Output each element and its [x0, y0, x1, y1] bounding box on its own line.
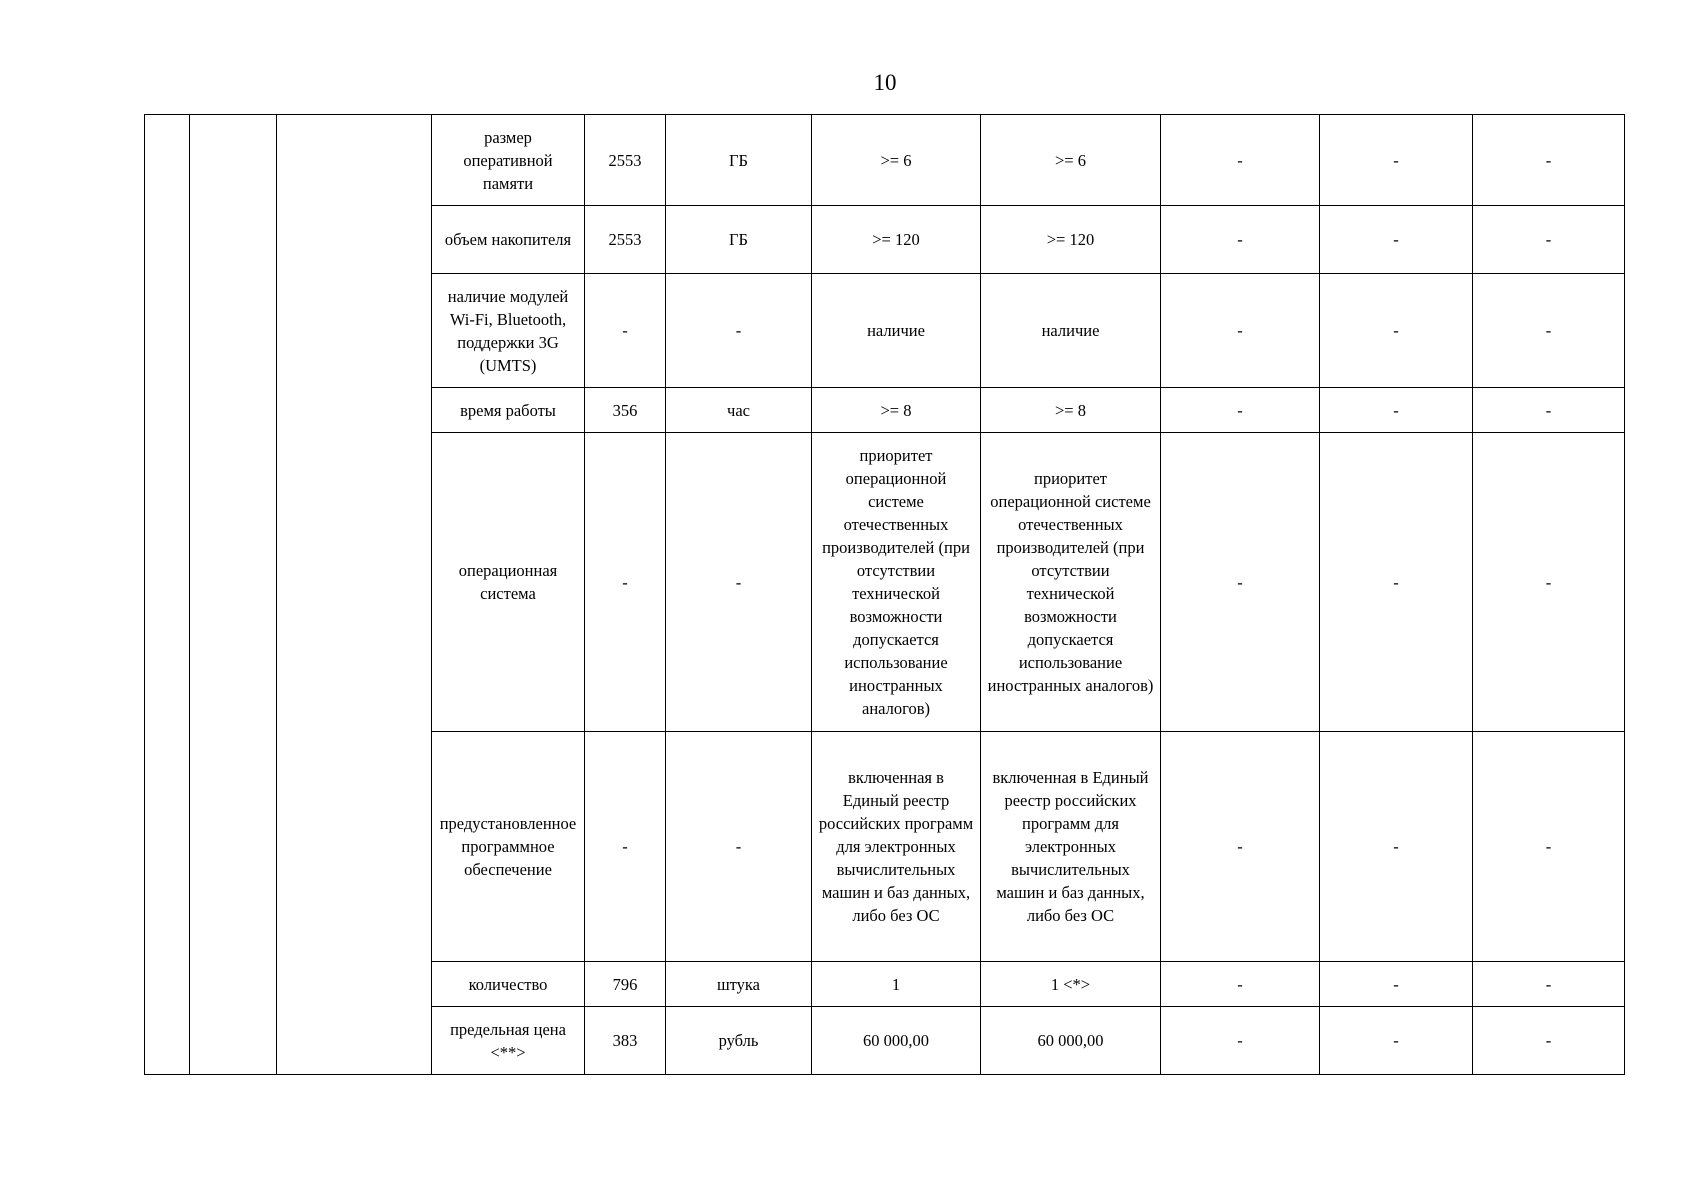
- characteristic-name: наличие модулей Wi-Fi, Bluetooth, поддержки 3G (UMTS): [432, 274, 585, 388]
- blank-cell-1: [145, 115, 190, 1075]
- specification-table: [144, 114, 1625, 1075]
- characteristic-name: размер оперативной памяти: [432, 115, 585, 206]
- value-a: включенная в Единый реестр российских программ для электронных вычислительных машин и баз данных, либо без ОС: [812, 732, 981, 962]
- value-b: >= 6: [981, 115, 1161, 206]
- extra-cell: -: [1320, 433, 1473, 732]
- unit-name: рубль: [666, 1007, 812, 1075]
- extra-cell: -: [1161, 388, 1320, 433]
- characteristic-name: операционная система: [432, 433, 585, 732]
- value-a: >= 8: [812, 388, 981, 433]
- extra-cell: -: [1161, 274, 1320, 388]
- okei-code: -: [585, 732, 666, 962]
- extra-cell: -: [1161, 1007, 1320, 1075]
- extra-cell: -: [1320, 206, 1473, 274]
- extra-cell: -: [1320, 1007, 1473, 1075]
- extra-cell: -: [1473, 962, 1625, 1007]
- characteristic-name: время работы: [432, 388, 585, 433]
- characteristic-name: предустановленное программное обеспечение: [432, 732, 585, 962]
- unit-name: штука: [666, 962, 812, 1007]
- unit-name: -: [666, 274, 812, 388]
- characteristic-name: предельная цена <**>: [432, 1007, 585, 1075]
- okei-code: 2553: [585, 115, 666, 206]
- value-a: >= 6: [812, 115, 981, 206]
- value-a: наличие: [812, 274, 981, 388]
- okei-code: 2553: [585, 206, 666, 274]
- okei-code: 796: [585, 962, 666, 1007]
- unit-name: ГБ: [666, 206, 812, 274]
- unit-name: ГБ: [666, 115, 812, 206]
- extra-cell: -: [1473, 274, 1625, 388]
- extra-cell: -: [1473, 1007, 1625, 1075]
- extra-cell: -: [1161, 433, 1320, 732]
- extra-cell: -: [1473, 206, 1625, 274]
- extra-cell: -: [1473, 388, 1625, 433]
- unit-name: -: [666, 732, 812, 962]
- value-b: включенная в Единый реестр российских программ для электронных вычислительных машин и баз данных, либо без ОС: [981, 732, 1161, 962]
- okei-code: -: [585, 433, 666, 732]
- extra-cell: -: [1161, 962, 1320, 1007]
- blank-cell-2: [190, 115, 277, 1075]
- extra-cell: -: [1161, 732, 1320, 962]
- value-a: >= 120: [812, 206, 981, 274]
- table-row: [145, 115, 1625, 206]
- extra-cell: -: [1161, 206, 1320, 274]
- characteristic-name: объем накопителя: [432, 206, 585, 274]
- okei-code: -: [585, 274, 666, 388]
- unit-name: -: [666, 433, 812, 732]
- value-a: 1: [812, 962, 981, 1007]
- value-a: приоритет операционной системе отечественных производителей (при отсутствии технической возможности допускается использование иностранных аналогов): [812, 433, 981, 732]
- blank-cell-3: [277, 115, 432, 1075]
- okei-code: 383: [585, 1007, 666, 1075]
- extra-cell: -: [1473, 433, 1625, 732]
- extra-cell: -: [1473, 732, 1625, 962]
- value-b: 60 000,00: [981, 1007, 1161, 1075]
- value-b: 1 <*>: [981, 962, 1161, 1007]
- value-b: >= 120: [981, 206, 1161, 274]
- extra-cell: -: [1320, 732, 1473, 962]
- okei-code: 356: [585, 388, 666, 433]
- extra-cell: -: [1320, 274, 1473, 388]
- value-b: наличие: [981, 274, 1161, 388]
- extra-cell: -: [1320, 388, 1473, 433]
- value-b: приоритет операционной системе отечественных производителей (при отсутствии технической возможности допускается использование иностранных аналогов): [981, 433, 1161, 732]
- unit-name: час: [666, 388, 812, 433]
- value-b: >= 8: [981, 388, 1161, 433]
- page-number: 10: [873, 70, 897, 95]
- value-a: 60 000,00: [812, 1007, 981, 1075]
- extra-cell: -: [1320, 115, 1473, 206]
- extra-cell: -: [1320, 962, 1473, 1007]
- extra-cell: -: [1161, 115, 1320, 206]
- characteristic-name: количество: [432, 962, 585, 1007]
- extra-cell: -: [1473, 115, 1625, 206]
